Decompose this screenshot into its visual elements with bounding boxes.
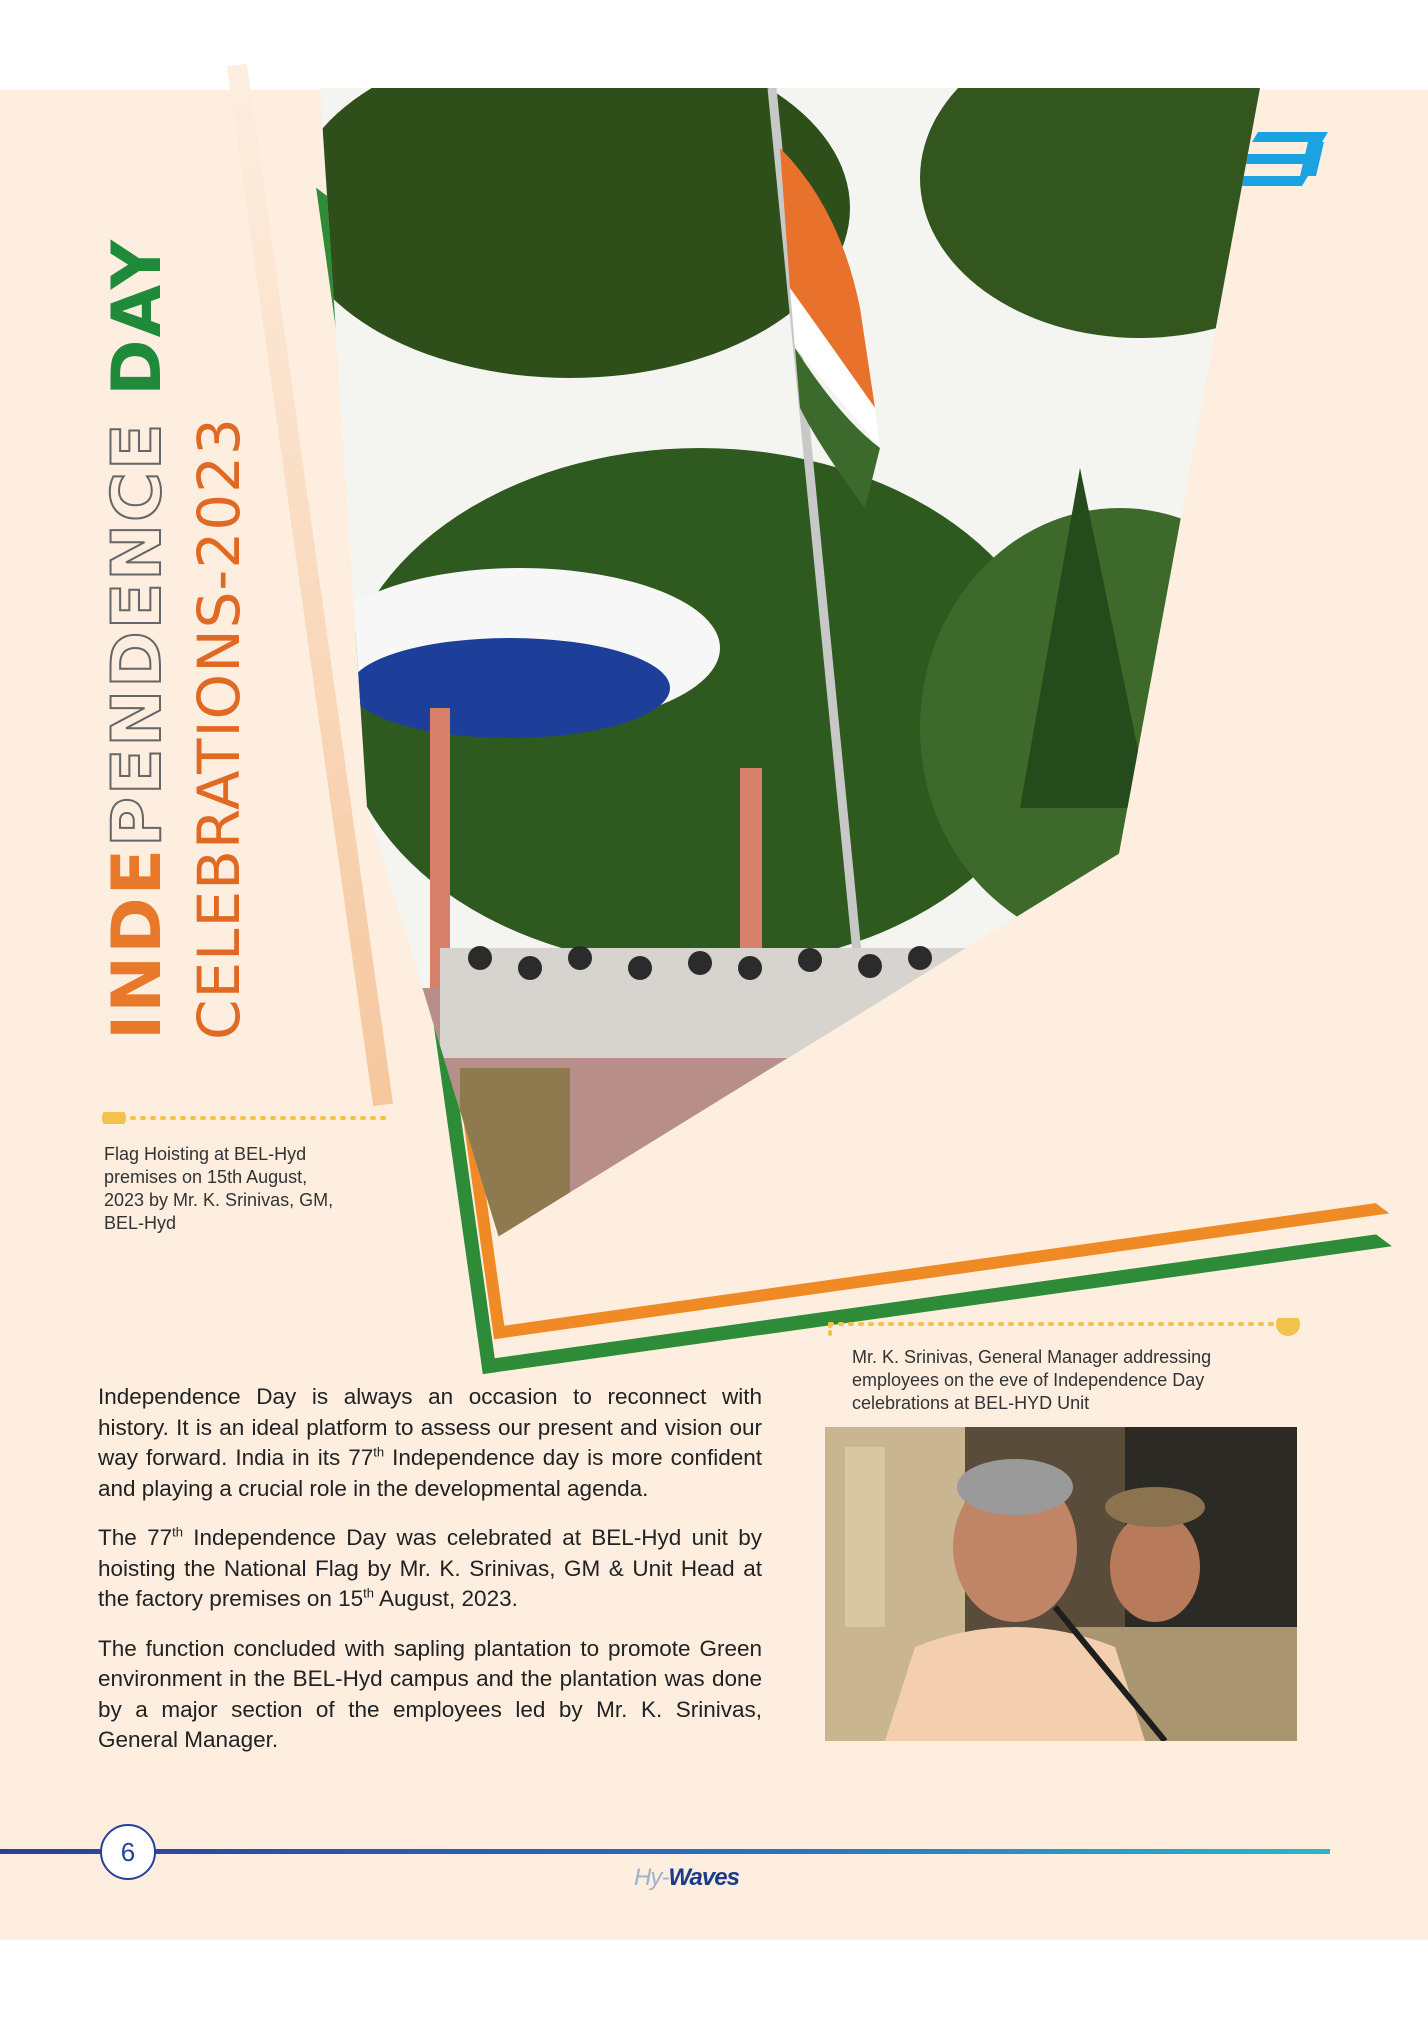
logo-hy: Hy-	[634, 1864, 669, 1891]
page-subtitle: CELEBRATIONS-2023	[185, 417, 253, 1040]
gm-address-photo	[825, 1427, 1297, 1741]
paragraph-3: The function concluded with sapling plantation to promote Green environment in the BEL-Hyd campus and the plantation was done by a major section of the employees led by Mr. K. Srinivas, General Manager.	[98, 1635, 762, 1752]
caption-address: Mr. K. Srinivas, General Manager addressing employees on the eve of Independence Day celebrations at BEL-HYD Unit	[852, 1347, 1212, 1413]
p2-sup-1: th	[172, 1524, 183, 1540]
hy-waves-logo	[634, 1864, 739, 1892]
bel-logo-icon	[1238, 132, 1328, 188]
title-part-inde: INDE	[98, 846, 177, 1040]
p2-text-c: August, 2023.	[373, 1586, 518, 1611]
logo-waves: Waves	[668, 1864, 739, 1891]
article-body	[98, 1382, 762, 1775]
paragraph-1	[98, 1382, 762, 1504]
caption-flag-hoisting	[104, 1143, 344, 1235]
page-title	[98, 238, 180, 1040]
footer-rule	[0, 1849, 1330, 1854]
page-number: 6	[100, 1824, 156, 1880]
p1-text-b: Independence day is more confident and playing a crucial role in the developmental agenda.	[98, 1445, 762, 1501]
p2-text-a: The 77	[98, 1525, 173, 1550]
caption-dotted-leader	[822, 1318, 1302, 1340]
caption-dotted-leader	[102, 1112, 392, 1124]
p2-text-b: Independence Day was celebrated at BEL-Hyd unit by hoisting the National Flag by Mr. K. Srinivas, GM & Unit Head at the factory premises on 15	[98, 1525, 762, 1611]
p1-text-a: Independence Day is always an occasion to reconnect with history. It is an ideal platform to assess our present and vision our way forward. India in its 77	[98, 1384, 762, 1470]
p1-sup: th	[373, 1444, 385, 1460]
title-part-pendence: PENDENCE	[98, 421, 177, 847]
p2-sup-2: th	[363, 1585, 374, 1601]
title-part-day: DAY	[98, 238, 177, 422]
paragraph-2	[98, 1523, 762, 1615]
caption-flag-hoisting-text: Flag Hoisting at BEL-Hyd premises on 15th August, 2023 by Mr. K. Srinivas, GM, BEL-Hyd	[104, 1144, 334, 1233]
